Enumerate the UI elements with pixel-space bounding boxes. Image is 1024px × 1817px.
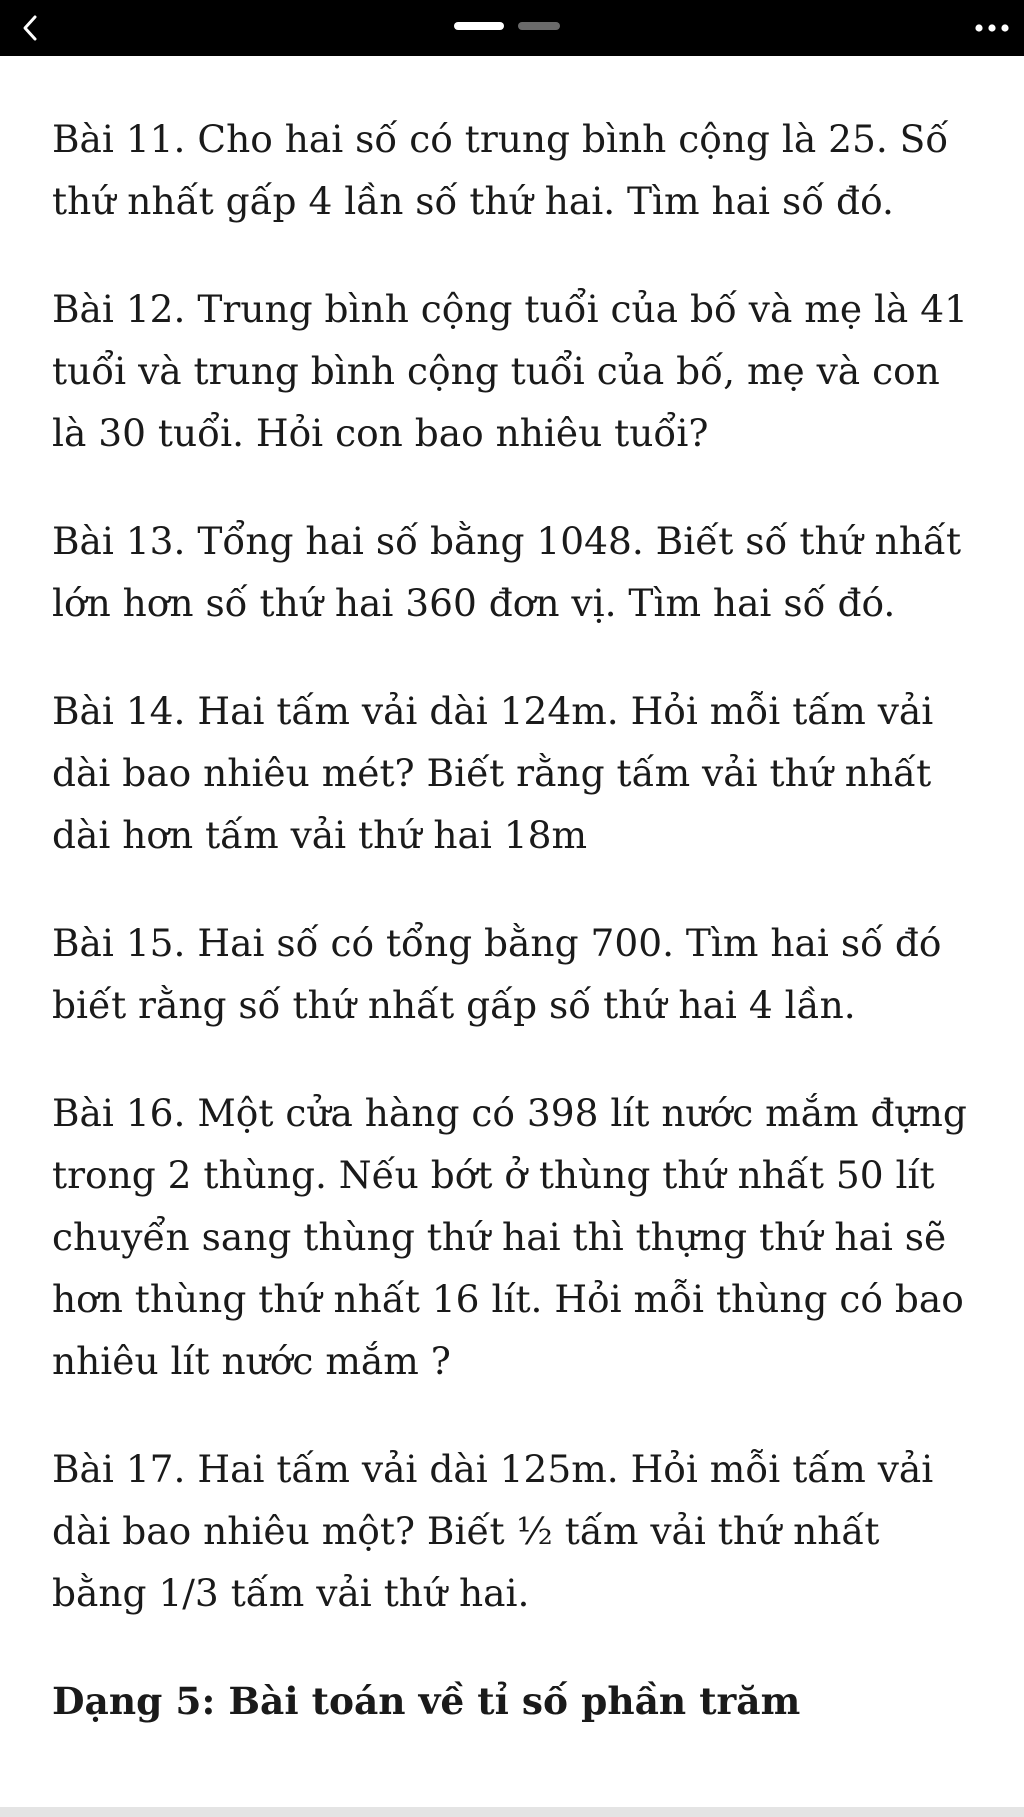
problem-13: Bài 13. Tổng hai số bằng 1048. Biết số thứ nhất lớn hơn số thứ hai 360 đơn vị. Tìm hai số đó. (52, 519, 962, 625)
problem-17: Bài 17. Hai tấm vải dài 125m. Hỏi mỗi tấm vải dài bao nhiêu một? Biết ½ tấm vải thứ nhất bằng 1/3 tấm vải thứ hai. (52, 1447, 934, 1615)
problem-11: Bài 11. Cho hai số có trung bình cộng là 25. Số thứ nhất gấp 4 lần số thứ hai. Tìm hai số đó. (52, 117, 949, 223)
more-horizontal-icon (974, 23, 1010, 33)
problem-15: Bài 15. Hai số có tổng bằng 700. Tìm hai số đó biết rằng số thứ nhất gấp số thứ hai 4 lần. (52, 921, 942, 1027)
problem-14: Bài 14. Hai tấm vải dài 124m. Hỏi mỗi tấm vải dài bao nhiêu mét? Biết rằng tấm vải thứ nhất dài hơn tấm vải thứ hai 18m (52, 689, 934, 857)
more-options-button[interactable] (970, 6, 1014, 50)
problem-16: Bài 16. Một cửa hàng có 398 lít nước mắm đựng trong 2 thùng. Nếu bớt ở thùng thứ nhất 50 lít chuyển sang thùng thứ hai thì thựng thứ hai sẽ hơn thùng thứ nhất 16 lít. Hỏi mỗi thùng có bao nhiêu lít nước mắm ? (52, 1091, 967, 1383)
bottom-divider (0, 1807, 1024, 1817)
top-navigation-bar (0, 0, 1024, 56)
section-heading: Dạng 5: Bài toán về tỉ số phần trăm (52, 1679, 801, 1723)
page-indicator (454, 22, 560, 32)
chevron-left-icon (20, 13, 40, 43)
problem-12: Bài 12. Trung bình cộng tuổi của bố và mẹ là 41 tuổi và trung bình cộng tuổi của bố, mẹ và con là 30 tuổi. Hỏi con bao nhiêu tuổi? (52, 287, 968, 455)
page-indicator-dot-active[interactable] (454, 22, 504, 30)
page-indicator-dot[interactable] (518, 22, 560, 30)
article-content (52, 108, 982, 1732)
back-button[interactable] (8, 6, 52, 50)
